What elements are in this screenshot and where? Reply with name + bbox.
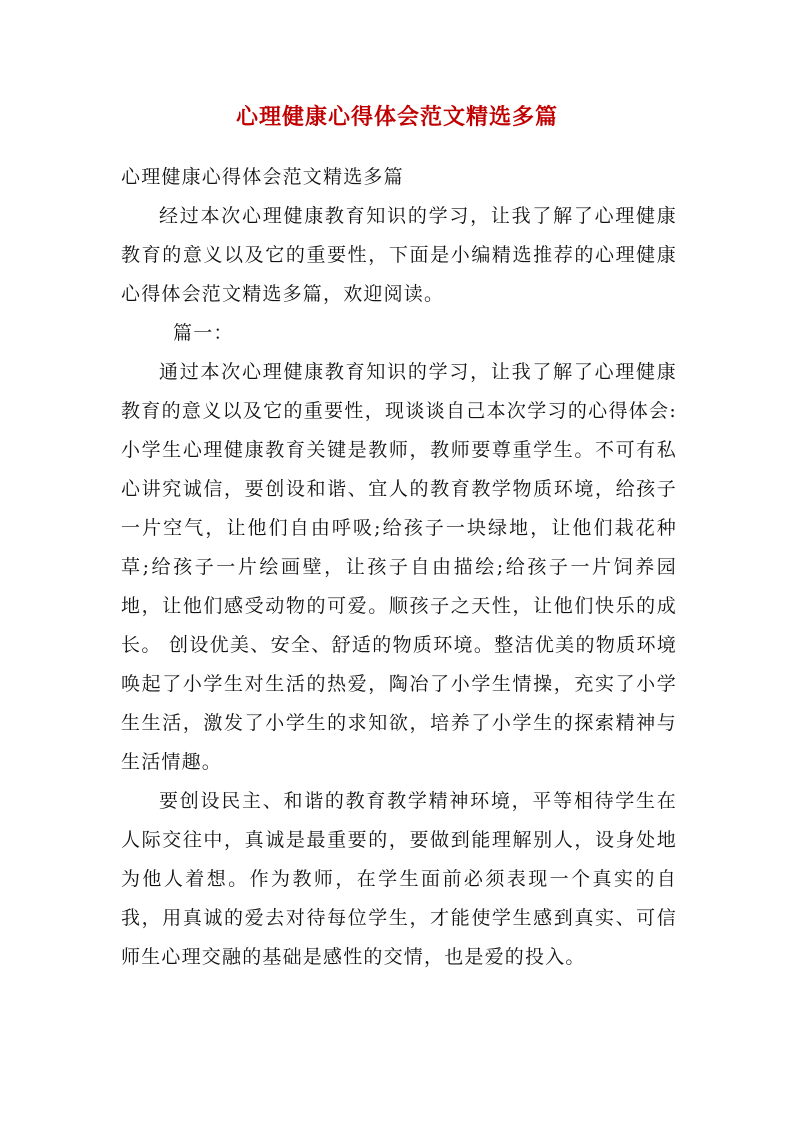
section-heading: 篇一： (173, 322, 234, 344)
document-subtitle: 心理健康心得体会范文精选多篇 (121, 166, 404, 188)
document-body (121, 158, 677, 977)
body-paragraph-1: 通过本次心理健康教育知识的学习，让我了解了心理健康教育的意义以及它的重要性，现谈谈自己本次学习的心得体会:小学生心理健康教育关键是教师，教师要尊重学生。不可有私心讲究诚信，要创设和谐、宜人的教育教学物质环境，给孩子一片空气，让他们自由呼吸;给孩子一块绿地，让他们栽花种草;给孩子一片绘画壁，让孩子自由描绘;给孩子一片饲养园地，让他们感受动物的可爱。顺孩子之天性，让他们快乐的成长。 创设优美、安全、舒适的物质环境。整洁优美的物质环境唤起了小学生对生活的热爱，陶冶了小学生情操，充实了小学生生活，激发了小学生的求知欲，培养了小学生的探索精神与生活情趣。 (121, 361, 677, 773)
intro-paragraph: 经过本次心理健康教育知识的学习，让我了解了心理健康教育的意义以及它的重要性，下面是小编精选推荐的心理健康心得体会范文精选多篇，欢迎阅读。 (121, 205, 677, 305)
document-title: 心理健康心得体会范文精选多篇 (235, 104, 558, 130)
body-paragraph-2: 要创设民主、和谐的教育教学精神环境，平等相待学生在人际交往中，真诚是最重要的，要做到能理解别人，设身处地为他人着想。作为教师，在学生面前必须表现一个真实的自我，用真诚的爱去对待每位学生，才能使学生感到真实、可信 师生心理交融的基础是感性的交情，也是爱的投入。 (121, 790, 677, 968)
